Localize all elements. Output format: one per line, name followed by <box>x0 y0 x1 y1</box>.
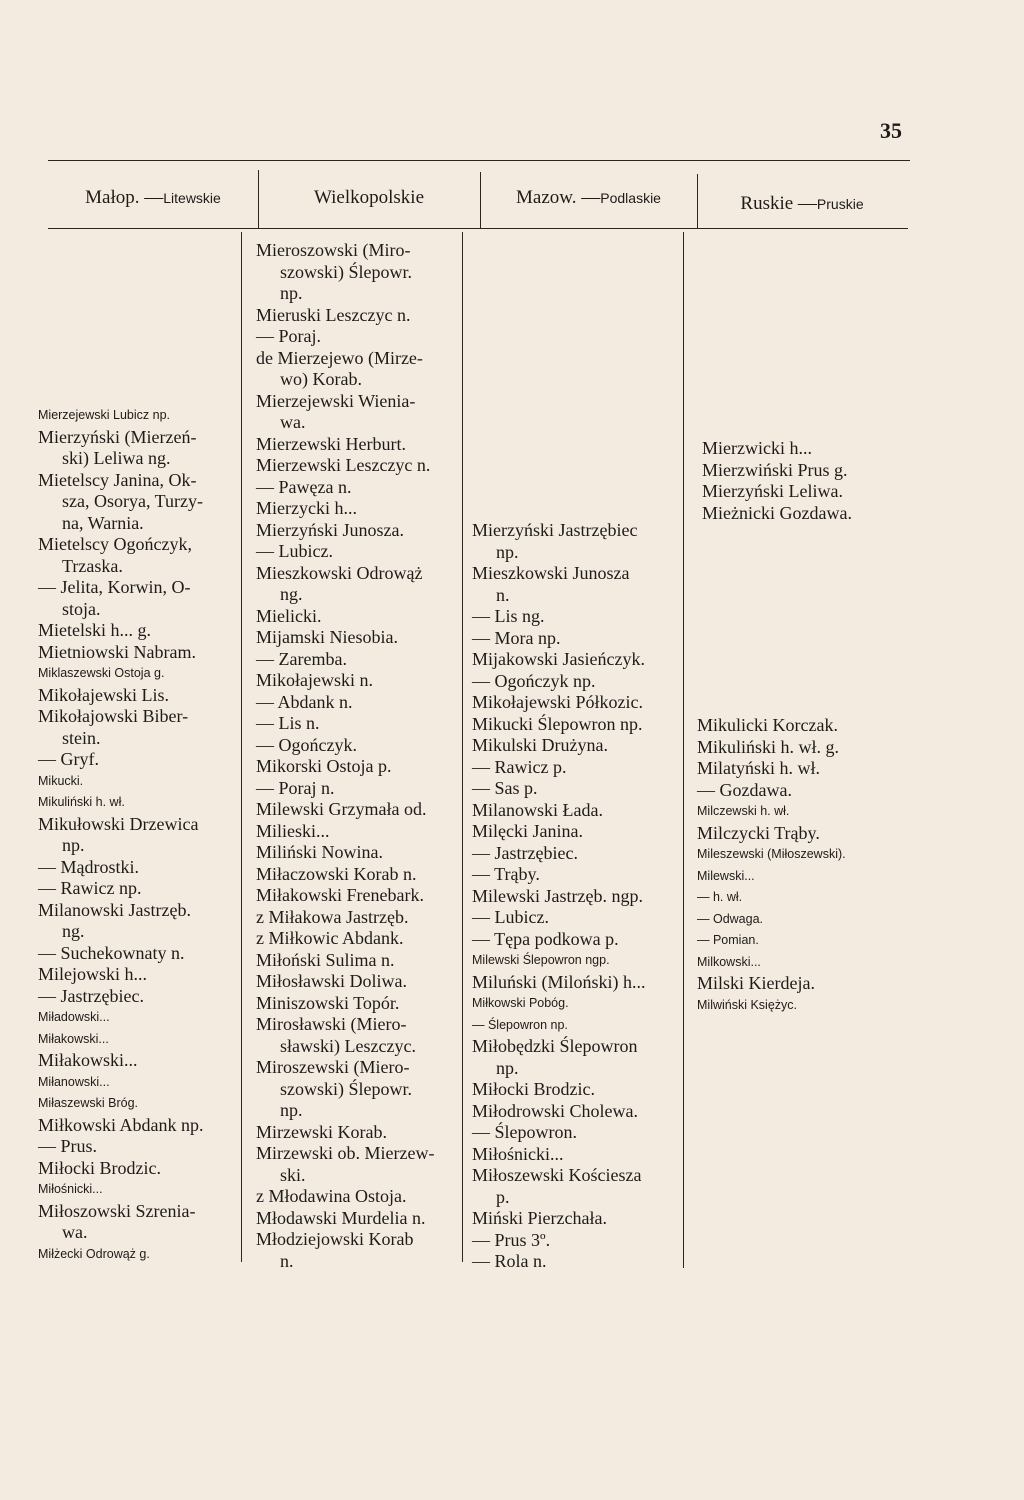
list-item: Mijakowski Jasieńczyk. <box>472 649 645 669</box>
list-item: Miklaszewski Ostoja g. <box>38 666 165 680</box>
list-item: — Gozdawa. <box>697 779 792 800</box>
list-item: Mikołajowski Biber- <box>38 706 189 726</box>
list-item: — Rawicz p. <box>472 756 567 777</box>
list-item: ng. <box>62 921 85 941</box>
list-item: ng. <box>280 584 303 604</box>
list-item: Miłżecki Odrowąż g. <box>38 1246 150 1261</box>
list-item: Miłakowski... <box>38 1031 109 1046</box>
list-item: — Ślepowron. <box>472 1122 577 1142</box>
list-item: — Poraj. <box>256 326 321 346</box>
list-item: — Ogończyk np. <box>472 670 596 691</box>
list-item: Mielicki. <box>256 605 322 626</box>
list-item: Miłakowski... <box>38 1050 138 1070</box>
list-item: — Rola n. <box>472 1251 547 1271</box>
list-item: Mierzyński Jastrzębiec <box>472 520 638 540</box>
list-item: Milwiński Księżyc. <box>697 997 798 1012</box>
column-ruskie-pruskie-top <box>702 438 902 524</box>
list-item: Mietelski h... g. <box>38 620 151 640</box>
list-item: Milkowski... <box>697 954 761 969</box>
list-item: Mieszkowski Junosza <box>472 563 630 583</box>
list-item: z Młodawina Ostoja. <box>256 1186 407 1206</box>
list-item: Mierzwiński Prus g. <box>702 459 848 480</box>
list-item: Miłodrowski Cholewa. <box>472 1100 638 1121</box>
list-item: wo) Korab. <box>280 369 362 389</box>
list-item: — Mora np. <box>472 627 561 648</box>
list-item: Mierzejewski Wienia- <box>256 390 416 411</box>
list-item: — Gryf. <box>38 749 99 769</box>
list-item: — Lis n. <box>256 713 320 733</box>
list-item: — Zaremba. <box>256 648 347 669</box>
column-wielkopolskie <box>256 240 461 1272</box>
list-item: n. <box>496 584 510 605</box>
list-item: Mietelscy Ogończyk, <box>38 534 192 554</box>
list-item: Miluński (Miloński) h... <box>472 971 646 992</box>
list-item: Mikuliński h. wł. g. <box>697 736 840 757</box>
list-item: Miłaszewski Bróg. <box>38 1096 139 1110</box>
list-item: — Pawęza n. <box>256 476 352 497</box>
list-item: Miłoński Sulima n. <box>256 949 395 970</box>
list-item: Mieżnicki Gozdawa. <box>702 502 852 523</box>
list-item: Miłocki Brodzic. <box>472 1079 595 1099</box>
list-item: Mierzewski Herburt. <box>256 433 406 454</box>
list-item: Miłkowski Pobóg. <box>472 996 569 1010</box>
list-item: Mikołajewski Półkozic. <box>472 692 643 712</box>
list-item: Miłaczowski Korab n. <box>256 863 417 884</box>
list-item: Mierzwicki h... <box>702 438 812 458</box>
list-item: Miłoszowski Szrenia- <box>38 1200 196 1221</box>
list-item: Milanowski Łada. <box>472 799 603 820</box>
column-header-wielkopolskie: Wielkopolskie <box>313 187 425 208</box>
list-item: — Tępa podkowa p. <box>472 928 619 949</box>
list-item: Mirosławski (Miero- <box>256 1014 407 1034</box>
list-item: — Prus. <box>38 1136 98 1156</box>
list-item: np. <box>496 1057 519 1078</box>
list-item: Mikołajewski n. <box>256 670 373 690</box>
list-item: — Rawicz np. <box>38 878 142 898</box>
list-item: — Trąby. <box>472 864 540 884</box>
list-item: Milczewski h. wł. <box>697 804 790 818</box>
list-item: Miłakowski Frenebark. <box>256 885 424 905</box>
list-item: — Lubicz. <box>472 907 549 927</box>
list-item: Mileszewski (Miłoszewski). <box>697 847 846 861</box>
list-item: Mikołajewski Lis. <box>38 684 169 705</box>
list-item: Milęcki Janina. <box>472 821 583 841</box>
column-mazowieckie-podlaskie <box>472 520 682 1273</box>
list-item: Miłośnicki... <box>472 1143 564 1164</box>
list-item: Mierzyński Junosza. <box>256 519 404 540</box>
list-item: sza, Osorya, Turzy- <box>62 491 203 511</box>
list-item: Miłanowski... <box>38 1074 110 1089</box>
list-item: Milatyński h. wł. <box>697 758 821 778</box>
list-item: Mietelscy Janina, Ok- <box>38 469 197 490</box>
list-item: np. <box>280 1100 303 1120</box>
list-item: — Lis ng. <box>472 606 545 626</box>
column-header-mazowieckie-podlaskie: Mazow. — Podlaskie <box>516 187 661 208</box>
list-item: Mierzyński Leliwa. <box>702 481 843 501</box>
list-item: p. <box>496 1186 510 1207</box>
list-item: Młodawski Murdelia n. <box>256 1207 426 1228</box>
list-item: Trzaska. <box>62 555 123 576</box>
list-item: Mikułowski Drzewica <box>38 813 199 834</box>
list-item: Mierzyński (Mierzeń- <box>38 426 197 447</box>
list-item: Mierzewski Leszczyc n. <box>256 455 431 475</box>
list-item: Miński Pierzchała. <box>472 1208 607 1228</box>
list-item: ski) Leliwa ng. <box>62 448 171 468</box>
list-item: Milczycki Trąby. <box>697 822 820 843</box>
list-item: Miłocki Brodzic. <box>38 1157 161 1178</box>
list-item: Miłosławski Doliwa. <box>256 971 407 991</box>
list-item: — Suchekownaty n. <box>38 942 185 963</box>
list-item: — Jelita, Korwin, O- <box>38 577 191 597</box>
list-item: Mirzewski Korab. <box>256 1121 387 1142</box>
list-item: Miłkowski Abdank np. <box>38 1114 204 1135</box>
list-item: Mikorski Ostoja p. <box>256 756 392 776</box>
list-item: Mieruski Leszczyc n. <box>256 304 411 325</box>
list-item: Mikuliński h. wł. <box>38 795 125 809</box>
list-item: — Sas p. <box>472 778 538 798</box>
list-item: — Mądrostki. <box>38 856 139 877</box>
list-item: Mirzewski ob. Mierzew- <box>256 1143 435 1163</box>
list-item: szowski) Ślepowr. <box>280 261 412 282</box>
list-item: Mierzycki h... <box>256 498 357 518</box>
list-item: Mierzejewski Lubicz np. <box>38 408 170 422</box>
list-item: Milewski Grzymała od. <box>256 799 427 819</box>
list-item: — Lubicz. <box>256 541 333 561</box>
list-item: wa. <box>62 1222 88 1242</box>
list-item: Mikulski Drużyna. <box>472 735 608 755</box>
list-item: np. <box>280 283 303 303</box>
list-item: Mikulicki Korczak. <box>697 715 838 735</box>
column-divider-body-3 <box>683 232 684 1268</box>
column-ruskie-pruskie-bottom <box>697 715 907 1016</box>
list-item: Miroszewski (Miero- <box>256 1057 410 1077</box>
page-number: 35 <box>880 118 902 143</box>
list-item: — Poraj n. <box>256 777 335 798</box>
list-item: na, Warnia. <box>62 512 144 533</box>
list-item: n. <box>280 1250 294 1271</box>
list-item: Mietniowski Nabram. <box>38 641 196 662</box>
list-item: Mikucki Ślepowron np. <box>472 713 643 734</box>
list-item: Młodziejowski Korab <box>256 1229 414 1249</box>
list-item: Miniszowski Topór. <box>256 992 400 1013</box>
list-item: — h. wł. <box>697 890 743 904</box>
table-header-rule <box>48 228 908 229</box>
table-top-rule <box>48 160 910 161</box>
list-item: Mijamski Niesobia. <box>256 627 398 647</box>
list-item: Mieroszowski (Miro- <box>256 240 411 260</box>
list-item: Milewski Ślepowron ngp. <box>472 953 610 967</box>
list-item: wa. <box>280 412 306 432</box>
list-item: np. <box>62 835 85 855</box>
list-item: np. <box>496 541 519 562</box>
list-item: stoja. <box>62 598 101 619</box>
list-item: — Jastrzębiec. <box>38 985 144 1006</box>
list-item: Milewski... <box>697 868 755 883</box>
column-divider-body-2 <box>462 232 463 1262</box>
list-item: — Pomian. <box>697 933 759 947</box>
list-item: Miłoszewski Kościesza <box>472 1165 642 1185</box>
list-item: szowski) Ślepowr. <box>280 1078 412 1099</box>
list-item: — Abdank n. <box>256 691 353 712</box>
list-item: Mieszkowski Odrowąż <box>256 562 423 583</box>
list-item: stein. <box>62 727 101 748</box>
list-item: z Miłkowic Abdank. <box>256 928 404 948</box>
list-item: sławski) Leszczyc. <box>280 1035 416 1056</box>
list-item: Miliński Nowina. <box>256 842 384 862</box>
column-header-ruskie-pruskie: Ruskie — Pruskie <box>740 193 864 214</box>
list-item: Milieski... <box>256 820 330 841</box>
list-item: Miładowski... <box>38 1010 110 1024</box>
list-item: Miłobędzki Ślepowron <box>472 1036 638 1056</box>
column-header-malopolskie-litewskie: Małop. — Litewskie <box>85 187 221 208</box>
list-item: — Jastrzębiec. <box>472 842 578 863</box>
list-item: Mikucki. <box>38 773 84 788</box>
list-item: Milski Kierdeja. <box>697 973 815 993</box>
list-item: — Ślepowron np. <box>472 1017 568 1032</box>
list-item: — Odwaga. <box>697 911 764 926</box>
list-item: — Ogończyk. <box>256 734 357 755</box>
list-item: Milejowski h... <box>38 964 148 984</box>
list-item: Miłośnicki... <box>38 1182 103 1196</box>
column-divider-body-1 <box>241 232 242 1262</box>
list-item: Milewski Jastrzęb. ngp. <box>472 885 643 906</box>
list-item: — Prus 3º. <box>472 1229 551 1250</box>
list-item: ski. <box>280 1164 306 1185</box>
list-item: de Mierzejewo (Mirze- <box>256 347 423 368</box>
list-item: Milanowski Jastrzęb. <box>38 899 191 920</box>
list-item: z Miłakowa Jastrzęb. <box>256 906 409 927</box>
column-malopolskie-litewskie <box>38 405 240 1265</box>
